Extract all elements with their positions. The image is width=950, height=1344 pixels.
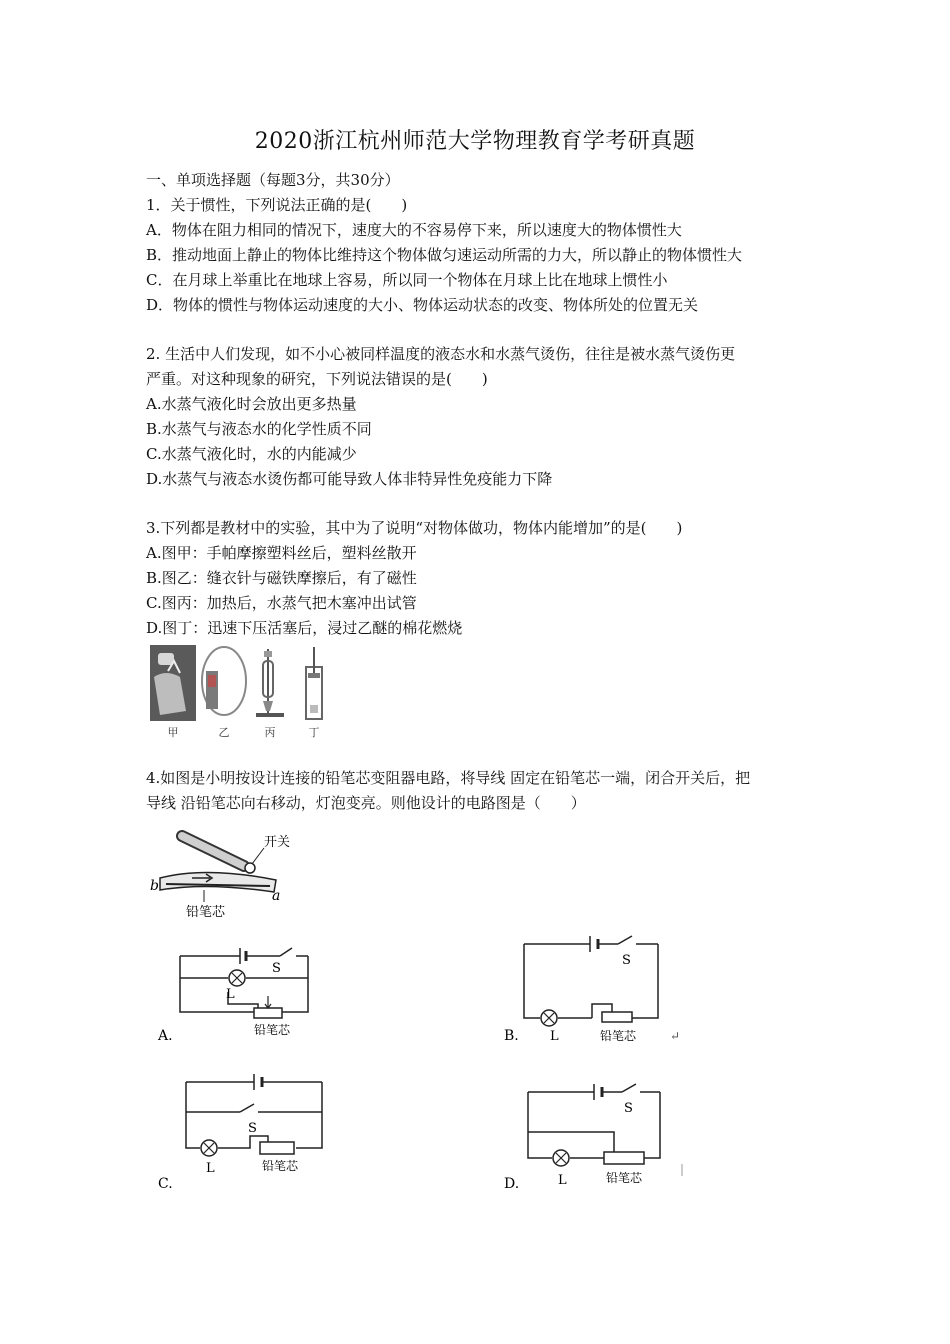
d-r-label: 铅笔芯 <box>606 1171 643 1185</box>
q3-option-d: D.图丁：迅速下压活塞后，浸过乙醚的棉花燃烧 <box>146 619 463 637</box>
b-r-label: 铅笔芯 <box>600 1029 637 1043</box>
label-yi: 乙 <box>218 726 230 739</box>
q1-option-b: B．推动地面上静止的物体比维持这个物体做匀速运动所需的力大，所以静止的物体惯性大 <box>146 246 743 264</box>
lamp-icon <box>229 970 245 986</box>
q4-circuit-a <box>150 936 330 1048</box>
section-heading: 一、单项选择题（每题3分，共30分） <box>146 171 400 189</box>
a-l-label: L <box>226 987 235 1002</box>
q4-pencil-figure <box>146 826 291 922</box>
q2-option-a: A.水蒸气液化时会放出更多热量 <box>146 395 357 413</box>
b-return-mark: ↵ <box>670 1029 681 1043</box>
lamp-icon <box>201 1140 217 1156</box>
lamp-icon <box>553 1150 569 1166</box>
a-s-label: S <box>272 961 281 976</box>
d-letter: D. <box>504 1176 520 1192</box>
page-title: 2020浙江杭州师范大学物理教育学考研真题 <box>254 129 696 154</box>
c-s-label: S <box>248 1121 257 1136</box>
q2-option-c: C.水蒸气液化时，水的内能减少 <box>146 445 357 463</box>
a-letter: A. <box>158 1028 173 1044</box>
b-l-label: L <box>550 1029 559 1044</box>
q3-option-b: B.图乙：缝衣针与磁铁摩擦后，有了磁性 <box>146 569 417 587</box>
q1-stem: 1．关于惯性，下列说法正确的是( ) <box>146 196 408 214</box>
c-l-label: L <box>206 1161 215 1176</box>
figure-ding <box>306 647 322 719</box>
q3-option-a: A.图甲：手帕摩擦塑料丝后，塑料丝散开 <box>146 544 417 562</box>
label-bing: 丙 <box>264 726 276 739</box>
figure-jia <box>150 645 196 721</box>
q4-circuit-c <box>150 1072 340 1194</box>
q3-experiment-figures <box>146 641 336 745</box>
q4-stem-line1: 4.如图是小明按设计连接的铅笔芯变阻器电路，将导线 固定在铅笔芯一端，闭合开关后，把 <box>146 769 751 787</box>
q2-stem-line1: 2. 生活中人们发现，如不小心被同样温度的液态水和水蒸气烫伤，往往是被水蒸气烫伤更 <box>146 345 736 363</box>
q4-circuit-d <box>500 1072 700 1194</box>
figure-yi <box>202 647 246 715</box>
q3-stem: 3.下列都是教材中的实验，其中为了说明“对物体做功，物体内能增加”的是( ) <box>146 519 683 537</box>
lamp-icon <box>541 1010 557 1026</box>
q1-option-d: D．物体的惯性与物体运动速度的大小、物体运动状态的改变、物体所处的位置无关 <box>146 296 699 314</box>
b-s-label: S <box>622 953 631 968</box>
d-l-label: L <box>558 1173 567 1188</box>
q1-option-a: A．物体在阻力相同的情况下，速度大的不容易停下来，所以速度大的物体惯性大 <box>146 221 682 239</box>
label-jia: 甲 <box>167 726 179 739</box>
q3-option-c: C.图丙：加热后，水蒸气把木塞冲出试管 <box>146 594 417 612</box>
q4-circuit-b <box>500 932 700 1048</box>
switch-label: 开关 <box>264 835 291 850</box>
end-b-label: b <box>150 878 159 894</box>
end-a-label: a <box>272 888 281 904</box>
q4-stem-line2: 导线 沿铅笔芯向右移动，灯泡变亮。则他设计的电路图是（ ） <box>146 794 586 812</box>
q2-stem-line2: 严重。对这种现象的研究，下列说法错误的是( ) <box>146 370 488 388</box>
figure-bing <box>256 649 284 717</box>
c-letter: C. <box>158 1176 173 1192</box>
c-r-label: 铅笔芯 <box>262 1159 299 1173</box>
q2-option-b: B.水蒸气与液态水的化学性质不同 <box>146 420 372 438</box>
q2-option-d: D.水蒸气与液态水烫伤都可能导致人体非特异性免疫能力下降 <box>146 470 553 488</box>
q1-option-c: C．在月球上举重比在地球上容易，所以同一个物体在月球上比在地球上惯性小 <box>146 271 668 289</box>
b-letter: B. <box>504 1028 519 1044</box>
lead-label: 铅笔芯 <box>186 905 226 920</box>
label-ding: 丁 <box>308 726 320 739</box>
a-r-label: 铅笔芯 <box>254 1023 291 1037</box>
d-s-label: S <box>624 1101 633 1116</box>
